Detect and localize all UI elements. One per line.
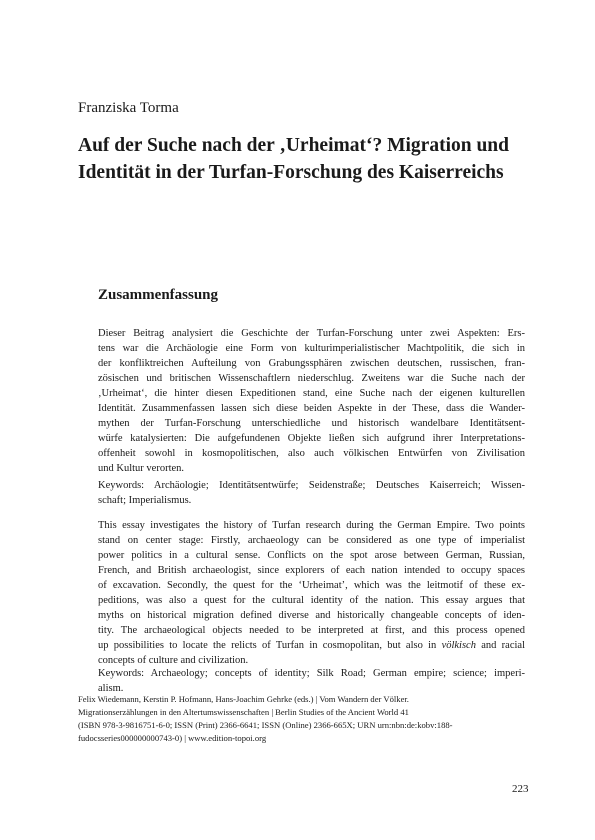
author-name: Franziska Torma (78, 100, 179, 116)
text-line: power politics in a cultural sense. Conflicts on the spot arose between German, Russian, (98, 550, 525, 561)
text-line: Identität. Zusammenfassen lassen sich diese beiden Aspekte in der These, dass die Wander- (98, 403, 525, 414)
citation-footer (78, 693, 548, 745)
german-abstract (98, 326, 525, 476)
page-number: 223 (512, 783, 529, 795)
text-line: Keywords: Archäologie; Identitätsentwürfe; Seidenstraße; Deutsches Kaiserreich; Wissen- (98, 480, 525, 491)
text-line: schaft; Imperialismus. (98, 495, 192, 506)
text-line: zösischen und britischen Wissenschaftlern niederschlug. Zweitens war die Suche nach der (98, 373, 525, 384)
text-line: French, and British archaeologist, since explorers of each nation intended to occupy spaces (98, 565, 525, 576)
text-line (98, 638, 525, 653)
text-line: mythen der Turfan-Forschung unterschiedliche und historisch wandelbare Identitätsent- (98, 418, 525, 429)
text-line: ‚Urheimat‘, die hinter diesen Expeditionen stand, eine Suche nach der eigenen kulturellen (98, 388, 525, 399)
text-line: würfe katalysierten: Die aufgefundenen Objekte ließen sich aufgrund ihrer Interpretations- (98, 433, 525, 444)
text-line: Keywords: Archaeology; concepts of identity; Silk Road; German empire; science; imperi- (98, 668, 525, 679)
footer-line: fudocsseries000000000743-0) | www.edition-topoi.org (78, 733, 267, 743)
text-line: of excavation. Secondly, the quest for the ‘Urheimat’, which was the leitmotif of these ex- (98, 580, 525, 591)
text-line: tens war die Archäologie eine Form von kulturimperialistischer Machtpolitik, die sich in (98, 343, 525, 354)
text-line: concepts of culture and civilization. (98, 655, 249, 666)
text-line: der konfliktreichen Aufteilung von Grabungssphären zwischen deutschen, russischen, fran- (98, 358, 525, 369)
english-abstract (98, 518, 525, 668)
german-keywords (98, 478, 525, 508)
text-line: und Kultur verorten. (98, 463, 185, 474)
title-line: Auf der Suche nach der ‚Urheimat‘? Migration und (78, 135, 509, 156)
abstract-heading: Zusammenfassung (98, 287, 219, 303)
text-line: stand on center stage: Firstly, archaeology can be considered as one type of imperialist (98, 535, 525, 546)
text-line: tity. The archaeological objects needed to be interpreted at first, and this process opened (98, 625, 525, 636)
page-title (78, 132, 538, 186)
english-keywords (98, 666, 525, 696)
footer-line: Felix Wiedemann, Kerstin P. Hofmann, Hans-Joachim Gehrke (eds.) | Vom Wandern der Völker. (78, 694, 409, 704)
title-line: Identität in der Turfan-Forschung des Kaiserreichs (78, 162, 504, 183)
text-line: This essay investigates the history of Turfan research during the German Empire. Two points (98, 520, 525, 531)
text-line: alism. (98, 683, 124, 694)
text-line: Dieser Beitrag analysiert die Geschichte der Turfan-Forschung unter zwei Aspekten: Ers- (98, 328, 525, 339)
text-line: peditions, was also a quest for the cultural identity of the nation. This essay argues that (98, 595, 525, 606)
italic-term: völkisch (441, 640, 476, 651)
text-segment: and racial (475, 640, 525, 651)
footer-line: (ISBN 978-3-9816751-6-0; ISSN (Print) 2366-6641; ISSN (Online) 2366-665X; URN urn:nbn:de:kobv:188- (78, 720, 453, 730)
footer-line: Migrationserzählungen in den Altertumswissenschaften | Berlin Studies of the Ancient World 41 (78, 707, 409, 717)
text-segment: up possibilities to locate the relicts of Turfan in cosmopolitan, but also in (98, 640, 442, 651)
text-line: offenheit sowohl in kosmopolitischen, also auch völkischen Entwürfen von Zivilisation (98, 448, 525, 459)
text-line: myths on historical migration defined diverse and historically changeable concepts of iden- (98, 610, 525, 621)
